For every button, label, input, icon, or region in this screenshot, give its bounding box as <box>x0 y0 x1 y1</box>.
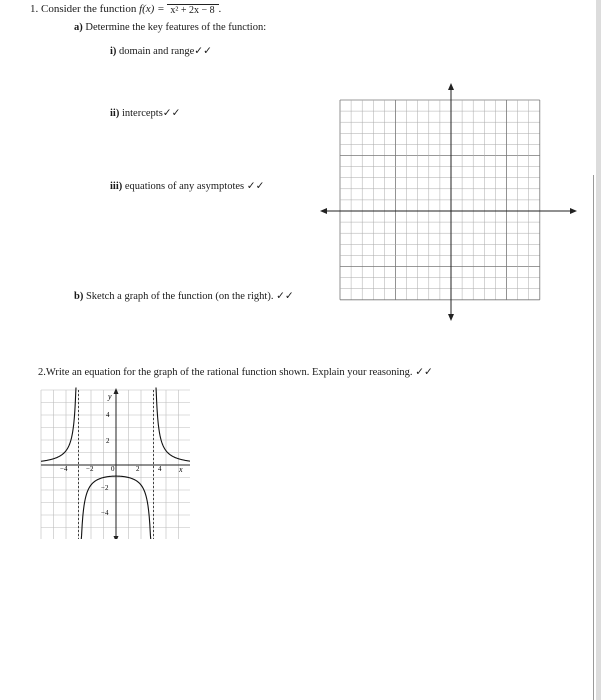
x-axis-label: x <box>179 465 183 474</box>
grid-lines <box>340 100 540 300</box>
question-2-text: 2.Write an equation for the graph of the rational function shown. Explain your reasoning. <box>38 367 416 378</box>
y-axis-arrow-down <box>448 314 454 321</box>
check-marks: ✓✓ <box>246 181 265 192</box>
y-tick-label: 2 <box>106 437 110 445</box>
page-edge-line <box>593 175 594 700</box>
fraction-denominator: x² + 2x − 8 <box>170 5 215 16</box>
check-marks: ✓✓ <box>162 108 181 119</box>
question-2 <box>38 366 433 378</box>
part-iii-text: equations of any asymptotes <box>122 181 247 192</box>
page-edge <box>596 0 601 700</box>
x-tick-label: 2 <box>136 465 140 473</box>
left-branch <box>41 388 76 462</box>
x-tick-label: −4 <box>60 465 68 473</box>
part-b-text: Sketch a graph of the function (on the right). <box>83 291 277 302</box>
y-tick-label: 4 <box>106 411 110 419</box>
part-ii-label: ii) <box>110 108 120 119</box>
part-a <box>74 22 266 33</box>
function-name: f(x) = <box>139 3 165 16</box>
part-iii <box>110 180 264 192</box>
part-i-text: domain and range <box>116 46 195 57</box>
axes <box>41 388 190 539</box>
fraction <box>167 0 219 16</box>
part-a-text: Determine the key features of the function: <box>82 22 267 33</box>
sketch-grid <box>318 82 580 322</box>
y-axis-label: y <box>108 392 112 401</box>
part-a-label: a) <box>74 22 83 33</box>
x-tick-label: −2 <box>86 465 94 473</box>
y-axis-arrow-up <box>448 83 454 90</box>
question-1 <box>30 0 221 19</box>
part-b-label: b) <box>74 291 84 302</box>
x-tick-label: 4 <box>158 465 162 473</box>
x-axis-arrow-left <box>320 208 327 214</box>
x-axis-arrow-right <box>570 208 577 214</box>
question-1-period: . <box>218 3 222 16</box>
part-b <box>74 290 294 302</box>
right-branch <box>156 388 190 462</box>
axes <box>320 83 577 321</box>
question-1-text: 1. Consider the function <box>30 3 140 16</box>
part-ii <box>110 107 180 119</box>
y-axis-arrow <box>114 536 119 539</box>
check-marks: ✓✓ <box>415 367 433 378</box>
check-marks: ✓✓ <box>276 291 294 302</box>
part-i <box>110 45 212 57</box>
part-i-label: i) <box>110 46 117 57</box>
y-tick-label: −4 <box>101 509 109 517</box>
part-ii-text: intercepts <box>119 108 163 119</box>
y-axis-arrow <box>114 388 119 394</box>
rational-function-graph <box>38 387 190 539</box>
check-marks: ✓✓ <box>194 46 212 57</box>
part-iii-label: iii) <box>110 181 123 192</box>
x-tick-label: 0 <box>111 465 115 473</box>
y-tick-label: −2 <box>101 484 109 492</box>
